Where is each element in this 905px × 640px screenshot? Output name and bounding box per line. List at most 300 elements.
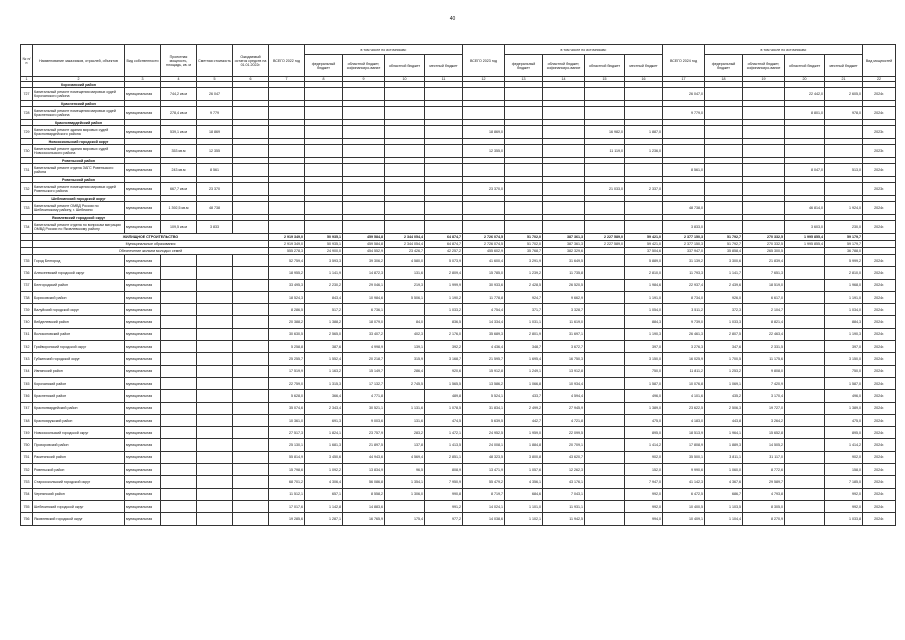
- value-cell: 992,0: [825, 488, 863, 500]
- value-cell: [585, 304, 625, 316]
- value-cell: 13 586,2: [463, 377, 505, 389]
- value-cell: 1 315,3: [305, 377, 343, 389]
- ownership: муниципальная: [125, 304, 161, 316]
- value-cell: [543, 202, 585, 215]
- total-2024: 8 561,0: [663, 164, 705, 177]
- value-cell: 920,6: [425, 365, 463, 377]
- value-cell: 24 952,5: [463, 427, 505, 439]
- value-cell: 442,7: [505, 414, 543, 426]
- capacity-type: 2024г.: [863, 221, 896, 234]
- value-cell: 4 793,8: [743, 488, 785, 500]
- total-2023: [463, 202, 505, 215]
- value-cell: 1 824,1: [305, 427, 343, 439]
- summary-value: [785, 248, 825, 255]
- table-row: [21, 164, 896, 177]
- summary-value: 51 792,7: [705, 234, 743, 241]
- summary-value: 2 344 054,4: [385, 241, 425, 248]
- capacity-type: 2024г.: [863, 464, 896, 476]
- capacity: 353 кв.м: [161, 145, 197, 158]
- value-cell: [343, 164, 385, 177]
- summary-value: 459 584,8: [343, 241, 385, 248]
- value-cell: [385, 202, 425, 215]
- value-cell: 24 008,1: [463, 439, 505, 451]
- municipality-name: Ровеньской район: [33, 464, 125, 476]
- value-cell: 5 073,9: [425, 255, 463, 267]
- value-cell: 15 912,8: [463, 365, 505, 377]
- ownership: муниципальная: [125, 353, 161, 365]
- estimate-cost: [197, 304, 233, 316]
- remainder: [233, 304, 269, 316]
- value-cell: 1 141,7: [705, 267, 743, 279]
- table-row: [21, 365, 896, 377]
- summary-value: 555 278,3: [269, 248, 305, 255]
- value-cell: 7 950,9: [425, 476, 463, 488]
- total-2023: [463, 107, 505, 120]
- column-number: 11: [425, 77, 463, 82]
- value-cell: 2 851,1: [425, 451, 463, 463]
- capacity-type: 2024г.: [863, 255, 896, 267]
- value-cell: 8 270,9: [743, 513, 785, 525]
- capacity-type: 2024г.: [863, 202, 896, 215]
- youth-summary-row: [21, 248, 896, 255]
- value-cell: 14 024,1: [463, 500, 505, 512]
- value-cell: 35 689,3: [463, 328, 505, 340]
- regional-2023: [585, 202, 625, 215]
- estimate-cost: 26 047: [197, 88, 233, 101]
- federal-2024: [705, 202, 743, 215]
- value-cell: 2 104,7: [743, 304, 785, 316]
- table-row: [21, 279, 896, 291]
- capacity: 744,2 кв.м: [161, 88, 197, 101]
- column-number: 14: [543, 77, 585, 82]
- capacity-type: 2024г.: [863, 304, 896, 316]
- value-cell: 1 131,6: [385, 402, 425, 414]
- total-2024: [663, 183, 705, 196]
- capacity: [161, 500, 197, 512]
- value-cell: [585, 427, 625, 439]
- value-cell: 1 959,0: [505, 427, 543, 439]
- value-cell: [585, 513, 625, 525]
- value-cell: [425, 88, 463, 101]
- total-2024: 26 047,0: [663, 88, 705, 101]
- column-number: 22: [863, 77, 896, 82]
- value-cell: 26 520,5: [543, 279, 585, 291]
- value-cell: 18 079,0: [343, 316, 385, 328]
- municipality-name: Волоконовский район: [33, 328, 125, 340]
- value-cell: 137,8: [385, 439, 425, 451]
- value-cell: [585, 500, 625, 512]
- table-row: [21, 488, 896, 500]
- value-cell: 3 300,6: [705, 255, 743, 267]
- value-cell: 8 286,5: [269, 304, 305, 316]
- value-cell: 808,9: [425, 464, 463, 476]
- value-cell: [785, 316, 825, 328]
- value-cell: [585, 267, 625, 279]
- table-row: [21, 291, 896, 303]
- table-row: [21, 414, 896, 426]
- estimate-cost: 3 833: [197, 221, 233, 234]
- table-body: [21, 82, 896, 526]
- row-number: 755: [21, 500, 33, 512]
- value-cell: [585, 451, 625, 463]
- summary-value: 50 935,1: [305, 241, 343, 248]
- table-row: [21, 126, 896, 139]
- regional-cofin-2024: [743, 221, 785, 234]
- federal-2024: [705, 107, 743, 120]
- value-cell: [385, 145, 425, 158]
- remainder: [233, 267, 269, 279]
- object-name: Капитальный ремонт помещения мировых судей Ровеньского района: [33, 183, 125, 196]
- value-cell: 1 413,5: [425, 439, 463, 451]
- section-title: Корочанский район: [33, 82, 125, 88]
- value-cell: 1 565,5: [425, 377, 463, 389]
- value-cell: [343, 183, 385, 196]
- regional-2024: 8 801,0: [785, 107, 825, 120]
- column-number: 10: [385, 77, 425, 82]
- value-cell: [385, 390, 425, 402]
- value-cell: [585, 488, 625, 500]
- summary-value: 337 947,0: [663, 248, 705, 255]
- capacity-type: 2024г.: [863, 279, 896, 291]
- capacity: [161, 279, 197, 291]
- value-cell: 4 754,4: [463, 304, 505, 316]
- table-row: [21, 88, 896, 101]
- municipality-name: Краснояружский район: [33, 414, 125, 426]
- capacity-type: 2023г.: [863, 183, 896, 196]
- value-cell: 392,2: [425, 341, 463, 353]
- remainder: [233, 291, 269, 303]
- row-number: 745: [21, 377, 33, 389]
- value-cell: [785, 353, 825, 365]
- municipality-name: Красногвардейский район: [33, 402, 125, 414]
- table-row: [21, 390, 896, 402]
- capacity-type: 2024г.: [863, 439, 896, 451]
- value-cell: 1 104,4: [705, 513, 743, 525]
- summary-value: 454 552,9: [343, 248, 385, 255]
- local-2024: 513,0: [825, 164, 863, 177]
- federal-2024: [705, 164, 743, 177]
- value-cell: 1 103,5: [705, 500, 743, 512]
- table-row: [21, 439, 896, 451]
- remainder: [233, 390, 269, 402]
- capacity: [161, 439, 197, 451]
- value-cell: [785, 365, 825, 377]
- value-cell: 18 955,2: [269, 267, 305, 279]
- value-cell: 10 361,0: [269, 414, 305, 426]
- value-cell: 18 524,3: [269, 291, 305, 303]
- value-cell: [385, 107, 425, 120]
- value-cell: [585, 476, 625, 488]
- total-2023: [463, 88, 505, 101]
- value-cell: 475,0: [825, 414, 863, 426]
- value-cell: 3 276,3: [663, 341, 705, 353]
- total-2022: [269, 88, 305, 101]
- value-cell: 1 388,2: [305, 316, 343, 328]
- value-cell: 5 524,1: [463, 390, 505, 402]
- housing-summary-row: [21, 234, 896, 241]
- summary-value: 2 377 150,3: [663, 241, 705, 248]
- estimate-cost: [197, 316, 233, 328]
- value-cell: 4 771,8: [343, 390, 385, 402]
- column-number: 15: [585, 77, 625, 82]
- col-regional-cofin-2023: областной бюджет, софинансиро-вание: [543, 55, 585, 77]
- table-row: [21, 183, 896, 196]
- value-cell: 20 388,2: [269, 316, 305, 328]
- value-cell: [585, 316, 625, 328]
- value-cell: 15 798,6: [269, 464, 305, 476]
- value-cell: 13 912,8: [543, 365, 585, 377]
- value-cell: 750,0: [825, 365, 863, 377]
- value-cell: [785, 513, 825, 525]
- value-cell: [585, 328, 625, 340]
- column-number: 12: [463, 77, 505, 82]
- value-cell: 1 054,0: [625, 304, 663, 316]
- value-cell: 2 343,4: [305, 402, 343, 414]
- value-cell: 6 617,0: [743, 291, 785, 303]
- value-cell: [585, 390, 625, 402]
- value-cell: 14 872,3: [343, 267, 385, 279]
- value-cell: [343, 221, 385, 234]
- value-cell: 33 495,3: [269, 279, 305, 291]
- ownership: муниципальная: [125, 341, 161, 353]
- value-cell: 17 017,6: [269, 500, 305, 512]
- value-cell: [425, 107, 463, 120]
- value-cell: [585, 464, 625, 476]
- value-cell: 23 757,9: [343, 427, 385, 439]
- capacity-type: 2024г.: [863, 390, 896, 402]
- estimate-cost: [197, 464, 233, 476]
- table-row: [21, 267, 896, 279]
- col-sources-2024: в том числе по источникам:: [705, 45, 863, 55]
- ownership: муниципальная: [125, 464, 161, 476]
- value-cell: 1 069,1: [705, 377, 743, 389]
- summary-spacer: [21, 234, 33, 241]
- ownership: муниципальная: [125, 377, 161, 389]
- value-cell: 5 999,2: [825, 255, 863, 267]
- value-cell: 17 132,7: [343, 377, 385, 389]
- remainder: [233, 476, 269, 488]
- value-cell: 348,7: [505, 341, 543, 353]
- estimate-cost: [197, 476, 233, 488]
- regional-cofin-2024: [743, 164, 785, 177]
- value-cell: 517,2: [305, 304, 343, 316]
- value-cell: 902,0: [625, 451, 663, 463]
- value-cell: 31 834,1: [463, 402, 505, 414]
- value-cell: 7 043,1: [543, 488, 585, 500]
- value-cell: [425, 221, 463, 234]
- value-cell: [785, 377, 825, 389]
- row-number: 746: [21, 390, 33, 402]
- remainder: [233, 488, 269, 500]
- value-cell: 475,0: [625, 414, 663, 426]
- table-row: [21, 464, 896, 476]
- value-cell: 2 807,5: [705, 328, 743, 340]
- value-cell: 926,0: [705, 291, 743, 303]
- summary-value: 265 300,5: [743, 248, 785, 255]
- summary-spacer: [21, 241, 33, 248]
- capacity: [161, 255, 197, 267]
- value-cell: 1 239,2: [505, 267, 543, 279]
- summary-value: 23 426,7: [385, 248, 425, 255]
- capacity: [161, 414, 197, 426]
- value-cell: [343, 88, 385, 101]
- investment-table: [20, 44, 896, 526]
- capacity-type: 2024г.: [863, 88, 896, 101]
- total-2023: 12 355,0: [463, 145, 505, 158]
- value-cell: [505, 88, 543, 101]
- value-cell: 21 595,7: [463, 353, 505, 365]
- capacity: [161, 328, 197, 340]
- remainder: [233, 164, 269, 177]
- value-cell: 22 463,4: [743, 328, 785, 340]
- value-cell: 17 808,9: [663, 439, 705, 451]
- column-number: 4: [161, 77, 197, 82]
- summary-value: 51 792,7: [705, 241, 743, 248]
- value-cell: 43 176,1: [543, 476, 585, 488]
- capacity: [161, 291, 197, 303]
- estimate-cost: [197, 279, 233, 291]
- value-cell: 387,6: [305, 341, 343, 353]
- regional-cofin-2024: [743, 126, 785, 139]
- value-cell: 11 175,6: [743, 353, 785, 365]
- municipality-name: Чернянский район: [33, 488, 125, 500]
- table-row: [21, 316, 896, 328]
- value-cell: [305, 145, 343, 158]
- value-cell: [785, 427, 825, 439]
- value-cell: 158,0: [825, 464, 863, 476]
- column-number: 3: [125, 77, 161, 82]
- summary-value: 24 900,0: [305, 248, 343, 255]
- municipality-name: Ивнянский район: [33, 365, 125, 377]
- value-cell: [385, 221, 425, 234]
- value-cell: 6 472,5: [663, 488, 705, 500]
- col-total-2022: ВСЕГО 2022 год: [269, 45, 305, 77]
- column-number: 9: [343, 77, 385, 82]
- col-regional-cofin-2022: областной бюджет, софинансиро-вание: [343, 55, 385, 77]
- value-cell: 1 102,1: [505, 513, 543, 525]
- summary-value: 64 874,7: [425, 234, 463, 241]
- value-cell: 992,0: [825, 500, 863, 512]
- federal-2024: [705, 88, 743, 101]
- col-federal-2024: федеральный бюджет: [705, 55, 743, 77]
- column-number: 19: [743, 77, 785, 82]
- table-row: [21, 304, 896, 316]
- capacity: [161, 476, 197, 488]
- section-title: Красногвардейский район: [33, 120, 125, 126]
- value-cell: 489,8: [425, 390, 463, 402]
- table-row: [21, 221, 896, 234]
- value-cell: 1 472,1: [425, 427, 463, 439]
- ownership: муниципальная: [125, 513, 161, 525]
- value-cell: 371,7: [505, 304, 543, 316]
- value-cell: 1 078,5: [425, 402, 463, 414]
- value-cell: 992,0: [625, 488, 663, 500]
- value-cell: 2 428,5: [505, 279, 543, 291]
- estimate-cost: [197, 402, 233, 414]
- value-cell: 686,7: [705, 488, 743, 500]
- value-cell: 4 580,0: [385, 255, 425, 267]
- value-cell: 27 517,3: [269, 427, 305, 439]
- value-cell: 12 262,3: [543, 464, 585, 476]
- capacity: [161, 377, 197, 389]
- value-cell: 44 943,6: [343, 451, 385, 463]
- ownership: муниципальная: [125, 328, 161, 340]
- value-cell: [305, 221, 343, 234]
- object-name: Капитальный ремонт помещения мировых судей Красненского района: [33, 107, 125, 120]
- row-number: 733: [21, 202, 33, 215]
- value-cell: [543, 221, 585, 234]
- remainder: [233, 353, 269, 365]
- summary-value: 51 702,0: [505, 234, 543, 241]
- local-2024: [825, 126, 863, 139]
- value-cell: [785, 402, 825, 414]
- local-2023: 1 236,0: [625, 145, 663, 158]
- capacity: [161, 464, 197, 476]
- value-cell: 131,6: [385, 414, 425, 426]
- value-cell: [785, 451, 825, 463]
- value-cell: 750,0: [625, 365, 663, 377]
- value-cell: 924,7: [505, 291, 543, 303]
- municipality-name: Белгородский район: [33, 279, 125, 291]
- value-cell: 52 759,4: [269, 255, 305, 267]
- regional-2023: 16 982,0: [585, 126, 625, 139]
- estimate-cost: 9 779: [197, 107, 233, 120]
- value-cell: 4 998,9: [343, 341, 385, 353]
- summary-value: 59 421,0: [625, 241, 663, 248]
- estimate-cost: [197, 328, 233, 340]
- value-cell: 11 512,1: [269, 488, 305, 500]
- capacity-type: 2024г.: [863, 365, 896, 377]
- regional-2024: [785, 183, 825, 196]
- value-cell: [785, 328, 825, 340]
- value-cell: [343, 107, 385, 120]
- value-cell: 1 681,3: [305, 439, 343, 451]
- value-cell: 433,7: [505, 390, 543, 402]
- value-cell: [505, 183, 543, 196]
- col-total-2024: ВСЕГО 2024 год: [663, 45, 705, 77]
- row-number: 738: [21, 291, 33, 303]
- value-cell: 10 409,1: [663, 513, 705, 525]
- value-cell: [543, 145, 585, 158]
- local-2024: [825, 145, 863, 158]
- ownership: муниципальная: [125, 88, 161, 101]
- ownership: муниципальная: [125, 202, 161, 215]
- municipal-summary-row: [21, 241, 896, 248]
- ownership: муниципальная: [125, 500, 161, 512]
- municipality-name: Корочанский район: [33, 377, 125, 389]
- municipality-name: Алексеевский городской округ: [33, 267, 125, 279]
- value-cell: [305, 164, 343, 177]
- estimate-cost: [197, 365, 233, 377]
- value-cell: 7 651,3: [743, 267, 785, 279]
- value-cell: [585, 377, 625, 389]
- value-cell: [425, 126, 463, 139]
- ownership: муниципальная: [125, 476, 161, 488]
- remainder: [233, 427, 269, 439]
- value-cell: 56 086,8: [343, 476, 385, 488]
- value-cell: 2 230,2: [305, 279, 343, 291]
- municipality-name: Яковлевский городской округ: [33, 513, 125, 525]
- value-cell: 3 450,6: [305, 451, 343, 463]
- value-cell: 11 942,5: [543, 513, 585, 525]
- row-number: 740: [21, 316, 33, 328]
- value-cell: 3 150,0: [825, 353, 863, 365]
- value-cell: 397,0: [825, 341, 863, 353]
- municipality-name: Валуйский городской округ: [33, 304, 125, 316]
- summary-value: 59 179,7: [825, 234, 863, 241]
- value-cell: 14 505,2: [743, 439, 785, 451]
- row-number: 739: [21, 304, 33, 316]
